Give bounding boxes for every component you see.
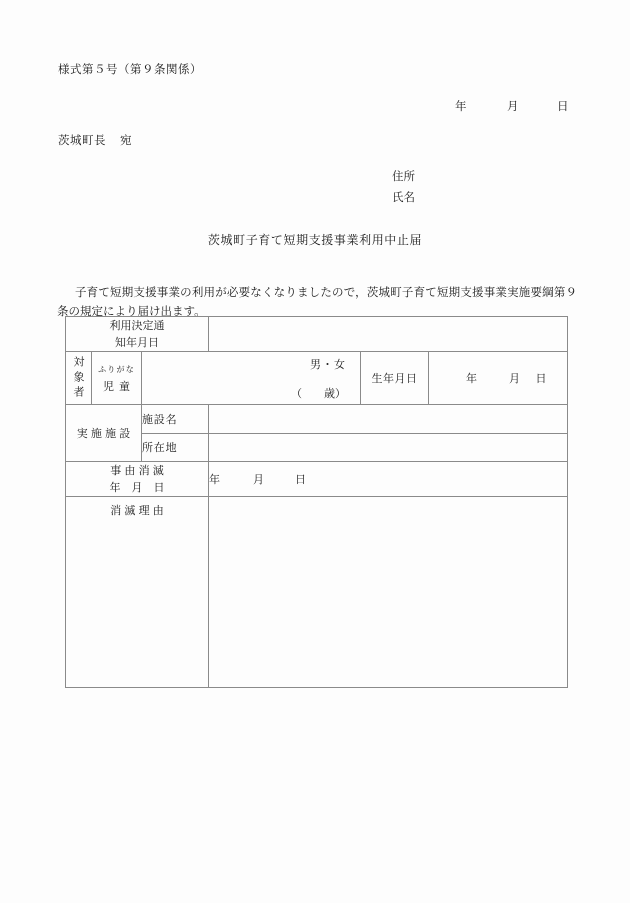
notification-date-label [66, 317, 209, 352]
ceased-date-label-line1: 事由消滅 [110, 464, 168, 477]
date-year-label: 年 [455, 99, 467, 113]
age-field[interactable] [291, 385, 346, 401]
facility-location-label: 所在地 [142, 433, 209, 462]
applicant-name-label: 氏名 [392, 190, 415, 204]
ceased-date-label-line2: 年 月 日 [109, 481, 165, 494]
date-day-label: 日 [557, 99, 569, 113]
facility-name-input[interactable] [209, 405, 568, 434]
ceased-year-label: 年 [209, 473, 221, 486]
gender-options[interactable]: 男・女 [310, 358, 347, 371]
date-month-label: 月 [507, 99, 519, 113]
table-row-reason [66, 497, 568, 688]
reason-input[interactable] [209, 497, 568, 688]
body-paragraph-text: 子育て短期支援事業の利用が必要なくなりましたので，茨城町子育て短期支援事業実施要綱第９条の規定により届け出ます。 [57, 285, 577, 318]
table-row-facility-name [66, 405, 568, 434]
furigana-label: ふりがな [98, 365, 135, 374]
facility-label: 実施施設 [66, 405, 142, 462]
reason-label: 消滅理由 [66, 497, 209, 688]
document-title: 茨城町子育て短期支援事業利用中止届 [207, 233, 423, 247]
subject-label: 対象者 [72, 355, 85, 401]
application-form-table [65, 316, 568, 688]
dob-year-label: 年 [466, 372, 478, 385]
dob-day-label: 日 [535, 372, 547, 385]
notification-date-label-line1: 利用決定通 [109, 319, 165, 332]
age-close-label: 歳） [324, 387, 347, 400]
child-label-cell [92, 352, 142, 405]
table-row-ceased-date [66, 462, 568, 497]
subject-label-cell [66, 352, 92, 405]
dob-month-label: 月 [509, 372, 521, 385]
table-row-facility-location [66, 433, 568, 462]
dob-input[interactable] [429, 352, 568, 405]
age-open-paren: （ [291, 387, 303, 400]
facility-location-input[interactable] [209, 433, 568, 462]
ceased-month-label: 月 [253, 473, 265, 486]
facility-name-label: 施設名 [142, 405, 209, 434]
form-number: 様式第５号（第９条関係） [58, 62, 202, 76]
child-name-input[interactable] [142, 352, 361, 405]
addressee [58, 132, 132, 148]
applicant-block [392, 166, 415, 208]
ceased-date-input[interactable] [209, 462, 568, 497]
child-label: 児童 [103, 380, 135, 393]
dob-label: 生年月日 [361, 352, 429, 405]
notification-date-label-line2: 知年月日 [115, 336, 160, 349]
submission-date-line [455, 98, 569, 114]
ceased-day-label: 日 [295, 473, 307, 486]
addressee-suffix: 宛 [120, 133, 132, 147]
table-row-subject-child [66, 352, 568, 405]
applicant-address-label: 住所 [392, 169, 415, 183]
addressee-name: 茨城町長 [58, 133, 106, 147]
ceased-date-label [66, 462, 209, 497]
table-row-notification-date [66, 317, 568, 352]
notification-date-input[interactable] [209, 317, 568, 352]
